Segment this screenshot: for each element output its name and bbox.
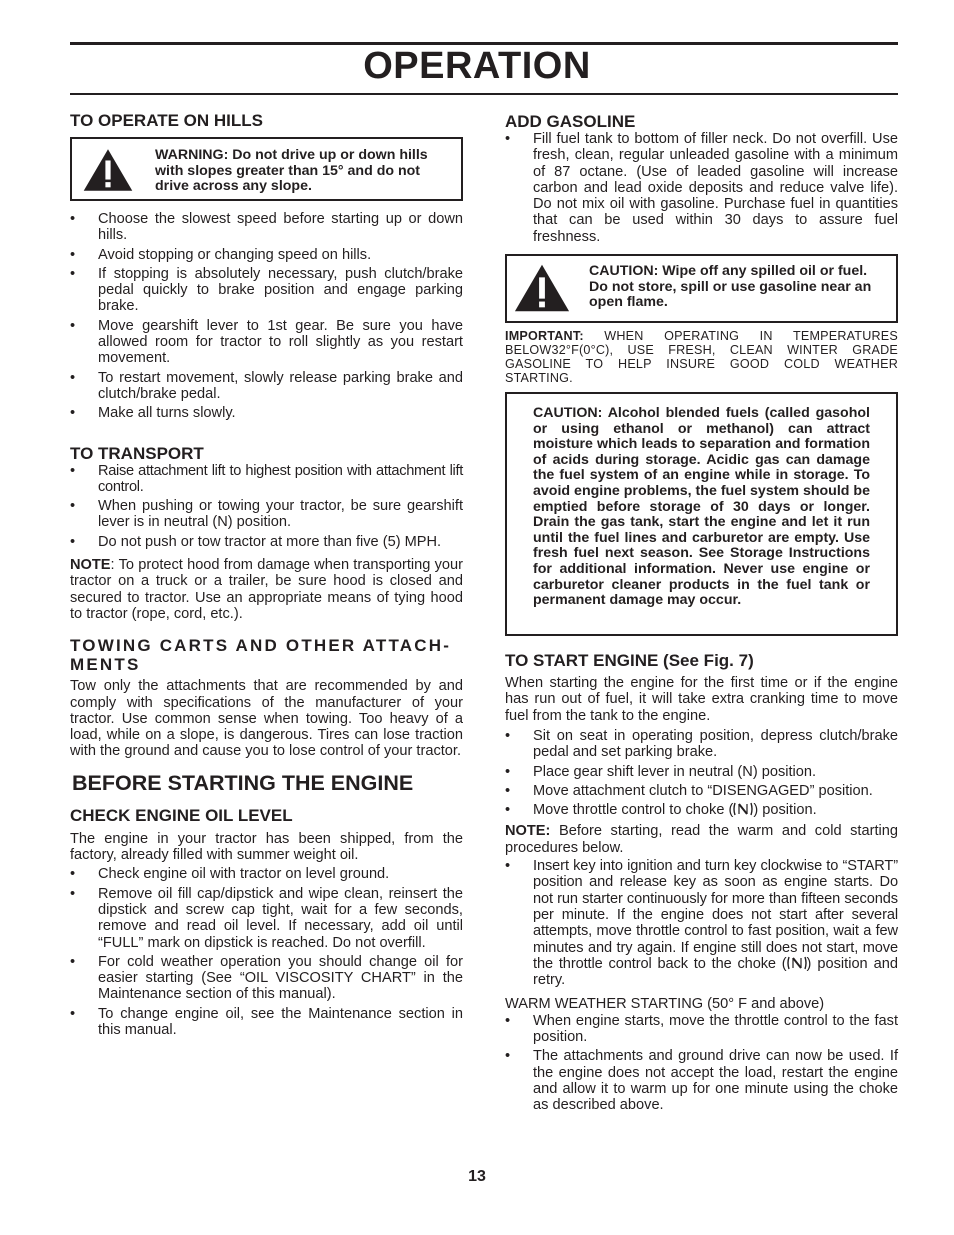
oil-text: The engine in your tractor has been shipped, from the factory, already filled with summer weight oil. [70, 830, 463, 864]
alcohol-caution-text: CAUTION: Alcohol blended fuels (called gasohol or using ethanol or methanol) can attract moisture which leads to separation and formation of acids during storage. Acidic gas can damage the fuel system of an engine while in storage. To avoid engine problems, the fuel system should be emptied before storage of 30 days or longer. Drain the gas tank, start the engine and let it run until the fuel lines and carburetor are empty. Use fresh fuel next season. See Storage Instructions for additional information. Never use engine or carburetor cleaner products in the fuel tank or permanent damage may occur. [533, 405, 870, 609]
note-text: : To protect hood from damage when transporting your tractor on a truck or a trailer, be sure hood is closed and secured to tractor. Use an appropriate means of tying hood to tractor (rope, cord, etc.). [70, 557, 463, 622]
warm-list [505, 1013, 898, 1114]
list-item: • Sit on seat in operating position, depress clutch/brake pedal and set parking brake. [505, 728, 898, 761]
list-item: • Place gear shift lever in neutral (N) position. [505, 764, 898, 780]
list-item: • To change engine oil, see the Maintenance section in this manual. [70, 1006, 463, 1039]
hills-warning-text: WARNING: Do not drive up or down hills with slopes greater than 15° and do not drive across any slope. [155, 147, 428, 195]
list-item: • When engine starts, move the throttle control to the fast position. [505, 1013, 898, 1046]
start-text: When starting the engine for the first time or if the engine has run out of fuel, it will take extra cranking time to move fuel from the tank to the engine. [505, 675, 898, 724]
alcohol-caution-box [505, 392, 898, 636]
hills-list [70, 211, 463, 422]
towing-text: Tow only the attachments that are recommended by and comply with specifications of the manufacturer of your tractor. Use common sense when towing. Too heavy of a load, while on a slope, is dangerous. Tires can lose traction with the ground and cause you to lose control of your tractor. [70, 678, 463, 760]
important-label: IMPORTANT: [505, 329, 584, 344]
gas-caution-box [505, 254, 898, 323]
list-item: • Choose the slowest speed before starting up or down hills. [70, 211, 463, 244]
choke-item-text-a: Move throttle control to choke ( [533, 802, 734, 819]
list-item: • Remove oil fill cap/dipstick and wipe clean, reinsert the dipstick and screw cap tight, wait for a few seconds, remove and read oil level. If necessary, add oil until “FULL” mark on dipstick is reached. Do not overfill. [70, 886, 463, 951]
list-item: • Move attachment clutch to “DISENGAGED” position. [505, 783, 898, 799]
left-column [70, 110, 463, 1038]
start-heading: TO START ENGINE (See Fig. 7) [505, 651, 754, 671]
note-text: Before starting, read the warm and cold starting procedures below. [505, 823, 898, 856]
before-starting-heading: BEFORE STARTING THE ENGINE [72, 770, 414, 795]
key-item-text-b: ) position and retry. [533, 955, 898, 989]
transport-list [70, 463, 463, 550]
list-item: • Check engine oil with tractor on level ground. [70, 866, 463, 882]
warning-triangle-icon [82, 147, 134, 193]
list-item: • To restart movement, slowly release parking brake and clutch/brake pedal. [70, 370, 463, 403]
key-list [505, 858, 898, 988]
list-item: • For cold weather operation you should change oil for easier starting (See “OIL VISCOSITY CHART” in the Maintenance section of this manual). [70, 954, 463, 1003]
start-list [505, 728, 898, 818]
list-item: • Move gearshift lever to 1st gear. Be sure you have allowed room for tractor to roll slightly as you restart movement. [70, 318, 463, 367]
page-title: OPERATION [363, 45, 591, 87]
hills-warning-box [70, 137, 463, 201]
list-item: • The attachments and ground drive can now be used. If the engine does not accept the load, restart the engine and allow it to warm up for one minute using the choke as described above. [505, 1048, 898, 1113]
warm-heading: WARM WEATHER STARTING (50° F and above) [505, 996, 825, 1013]
transport-heading: TO TRANSPORT [70, 443, 204, 463]
list-item: • Do not push or tow tractor at more than five (5) MPH. [70, 534, 463, 550]
towing-heading: TOWING CARTS AND OTHER ATTACH-MENTS [70, 636, 452, 675]
list-item: • Raise attachment lift to highest position with attachment lift control. [70, 463, 463, 496]
list-item [505, 802, 898, 818]
oil-list [70, 866, 463, 1038]
list-item: • If stopping is absolutely necessary, push clutch/brake pedal quickly to brake position and engage parking brake. [70, 266, 463, 315]
important-text: WHEN OPERATING IN TEMPERATURES BELOW32°F(0°C), USE FRESH, CLEAN WINTER GRADE GASOLINE TO HELP INSURE GOOD COLD WEATHER STARTING. [505, 329, 898, 386]
gas-caution-text: CAUTION: Wipe off any spilled oil or fuel. Do not store, spill or use gasoline near an open flame. [589, 263, 872, 311]
oil-heading: CHECK ENGINE OIL LEVEL [70, 805, 293, 825]
gas-list [505, 131, 898, 245]
note-label: NOTE: [505, 823, 551, 840]
warning-triangle-icon [513, 262, 571, 314]
start-note [505, 823, 898, 856]
important-note [505, 329, 898, 385]
right-column [505, 110, 898, 1114]
list-item: • Make all turns slowly. [70, 405, 463, 421]
choke-item-text-b: ) position. [753, 802, 817, 819]
list-item: • Fill fuel tank to bottom of filler neck. Do not overfill. Use fresh, clean, regular unleaded gasoline with a minimum of 87 octane. (Use of leaded gasoline will increase carbon and lead oxide deposits and reduce valve life). Do not mix oil with gasoline. Purchase fuel in quantities that can be used within 30 days to assure fuel freshness. [505, 131, 898, 245]
note-label: NOTE [70, 557, 111, 574]
list-item: • Avoid stopping or changing speed on hills. [70, 247, 463, 263]
list-item [505, 858, 898, 988]
choke-icon [787, 956, 807, 970]
gas-heading: ADD GASOLINE [505, 112, 636, 131]
transport-note [70, 557, 463, 622]
header-bottom-rule [70, 93, 898, 95]
key-item-text-a: Insert key into ignition and turn key clockwise to “START” position and release key as soon as engine starts. Do not run starter continuously for more than fifteen seconds per minute. If the engine does not start after several attempts, move throttle control to fast position, wait a few minutes and try again. If engine still does not start, move the throttle control back to the choke ( [533, 858, 898, 972]
choke-icon [733, 802, 753, 816]
list-item: • When pushing or towing your tractor, be sure gearshift lever is in neutral (N) position. [70, 498, 463, 531]
hills-heading: TO OPERATE ON HILLS [70, 111, 263, 130]
page-number: 13 [468, 1168, 486, 1185]
